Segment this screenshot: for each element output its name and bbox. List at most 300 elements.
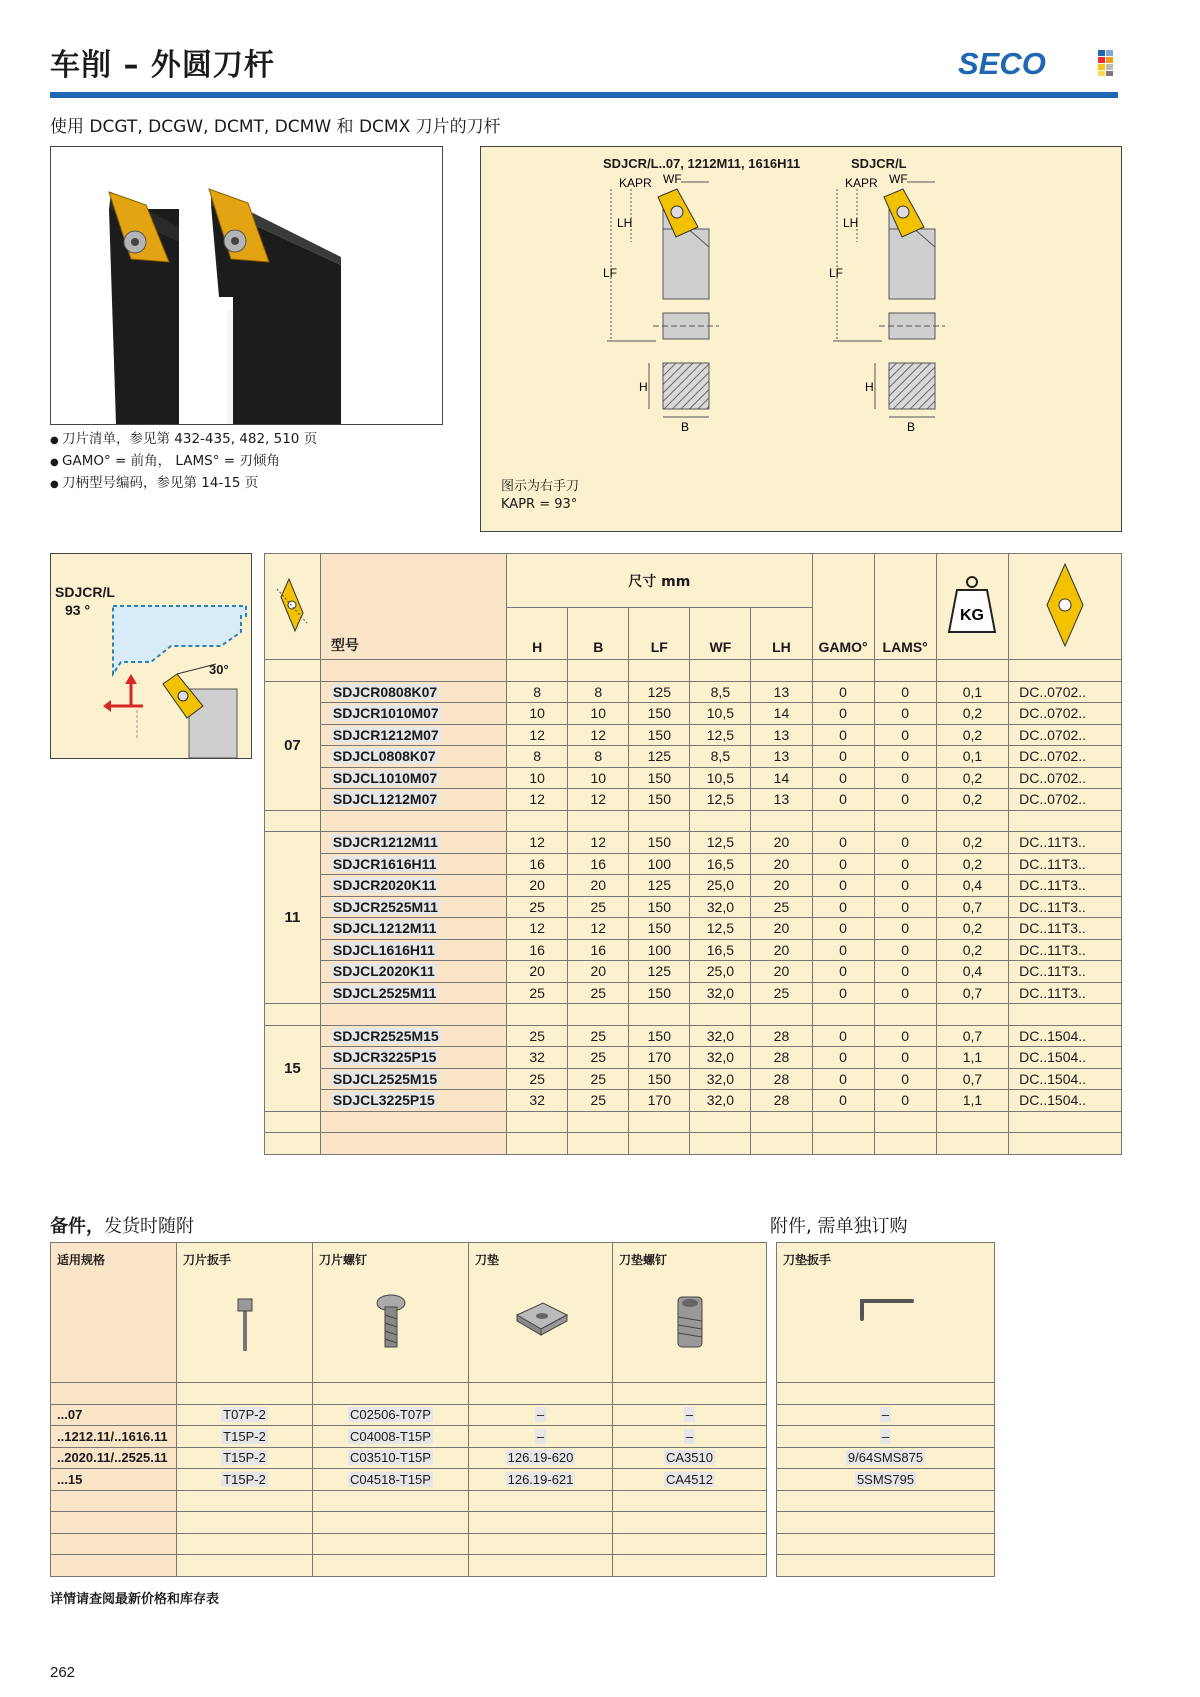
accessory-row: [51, 1404, 767, 1426]
cell-kg: 0,1: [936, 681, 1008, 703]
table-row: [265, 746, 1122, 768]
insert-icon: [1043, 560, 1087, 650]
cell-kg: 0,2: [936, 724, 1008, 746]
product-table: [264, 553, 1122, 1155]
cell-lf: 150: [629, 1025, 690, 1047]
spacer-cell: [690, 810, 751, 832]
insert-code-cell: DC..1504..: [1009, 1047, 1122, 1069]
shim-icon: [509, 1293, 573, 1343]
spacer-cell: [313, 1512, 469, 1534]
accessory-row: [51, 1447, 767, 1469]
dim-b-label: B: [681, 420, 690, 434]
cell-wf: 8,5: [690, 746, 751, 768]
spacer-cell: [320, 1111, 506, 1133]
cell-shim-screw: –: [613, 1426, 767, 1448]
table-row: [265, 1090, 1122, 1112]
model-cell: SDJCR0808K07: [320, 681, 506, 703]
fit-cell: ..1212.11/..1616.11: [51, 1426, 177, 1448]
schematic-note: 图示为右手刀: [501, 479, 580, 494]
cell-kg: 0,2: [936, 832, 1008, 854]
cell-lf: 170: [629, 1047, 690, 1069]
cell-h: 25: [507, 1068, 568, 1090]
cell-lh: 14: [751, 703, 812, 725]
brand-logo: [958, 44, 1118, 84]
cell-wf: 25,0: [690, 961, 751, 983]
hex-key-icon: [856, 1293, 916, 1323]
column-header-lh: LH: [751, 608, 812, 660]
cell-lams: 0: [874, 1068, 936, 1090]
cell-b: 10: [568, 703, 629, 725]
column-header-lams: LAMS°: [874, 554, 936, 660]
notes-list: [50, 429, 317, 495]
spacer-cell: [751, 810, 812, 832]
cell-b: 12: [568, 789, 629, 811]
dim-lf-label: LF: [829, 266, 844, 280]
cell-lf: 150: [629, 918, 690, 940]
table-row: [265, 918, 1122, 940]
column-header-h: H: [507, 608, 568, 660]
cell-shim: 126.19-621: [469, 1469, 613, 1491]
spacer-cell: [751, 1133, 812, 1155]
insert-code-cell: DC..11T3..: [1009, 982, 1122, 1004]
spacer-row: [51, 1533, 767, 1555]
cell-lams: 0: [874, 961, 936, 983]
dim-wf-label: WF: [889, 172, 908, 186]
spacer-cell: [469, 1533, 613, 1555]
insert-header: [1009, 554, 1122, 660]
cell-h: 25: [507, 982, 568, 1004]
cell-h: 12: [507, 832, 568, 854]
spacer-cell: [265, 1111, 321, 1133]
model-cell: SDJCL3225P15: [320, 1090, 506, 1112]
cell-wf: 25,0: [690, 875, 751, 897]
cell-wf: 16,5: [690, 939, 751, 961]
schematic-label-right: SDJCR/L: [851, 156, 907, 171]
cell-kg: 0,2: [936, 789, 1008, 811]
cell-b: 8: [568, 746, 629, 768]
dim-kapr-label: KAPR: [845, 176, 878, 190]
cell-lf: 150: [629, 896, 690, 918]
cell-b: 8: [568, 681, 629, 703]
cell-shim-screw: CA4512: [613, 1469, 767, 1491]
spacer-cell: [51, 1490, 177, 1512]
cell-gamo: 0: [812, 939, 874, 961]
shim-screw-icon: [670, 1293, 710, 1353]
spacer-cell: [51, 1533, 177, 1555]
spacer-row: [777, 1555, 995, 1577]
spacer-row: [777, 1533, 995, 1555]
table-row: [265, 961, 1122, 983]
cell-lh: 28: [751, 1025, 812, 1047]
cell-wrench: T07P-2: [177, 1404, 313, 1426]
cell-gamo: 0: [812, 767, 874, 789]
cell-shim-screw: CA3510: [613, 1447, 767, 1469]
insert-shape-icon: [275, 577, 309, 633]
spacer-cell: [690, 1133, 751, 1155]
cell-lh: 13: [751, 789, 812, 811]
model-cell: SDJCL2020K11: [320, 961, 506, 983]
cell-wf: 12,5: [690, 789, 751, 811]
accessory-row: [777, 1404, 995, 1426]
dimension-header: 尺寸 mm: [507, 554, 812, 608]
dim-kapr-label: KAPR: [619, 176, 652, 190]
spacer-cell: [812, 810, 874, 832]
table-row: [265, 896, 1122, 918]
column-header-wf: WF: [690, 608, 751, 660]
cell-lh: 28: [751, 1068, 812, 1090]
cell-gamo: 0: [812, 1047, 874, 1069]
cell-lams: 0: [874, 703, 936, 725]
spacer-cell: [1009, 660, 1122, 682]
cell-screw: C03510-T15P: [313, 1447, 469, 1469]
cell-b: 20: [568, 961, 629, 983]
spacer-cell: [777, 1512, 995, 1534]
cell-h: 20: [507, 875, 568, 897]
cell-wrench: T15P-2: [177, 1426, 313, 1448]
cell-kg: 0,7: [936, 1068, 1008, 1090]
spacer-row: [777, 1383, 995, 1405]
cell-b: 25: [568, 1047, 629, 1069]
cell-h: 16: [507, 853, 568, 875]
spacer-cell: [874, 1133, 936, 1155]
cell-shim: –: [469, 1426, 613, 1448]
note-item: ● 刀柄型号编码，参见第 14-15 页: [50, 475, 259, 491]
spacer-cell: [568, 1004, 629, 1026]
cell-lf: 150: [629, 767, 690, 789]
insert-code-cell: DC..0702..: [1009, 724, 1122, 746]
insert-code-cell: DC..0702..: [1009, 767, 1122, 789]
model-cell: SDJCL1212M11: [320, 918, 506, 940]
cell-gamo: 0: [812, 1090, 874, 1112]
spacer-cell: [265, 1133, 321, 1155]
spacer-row: [51, 1490, 767, 1512]
cell-lf: 150: [629, 703, 690, 725]
model-cell: SDJCL2525M11: [320, 982, 506, 1004]
spacer-cell: [1009, 1004, 1122, 1026]
cell-h: 25: [507, 1025, 568, 1047]
table-row: [265, 1068, 1122, 1090]
cell-lh: 20: [751, 832, 812, 854]
title-rule: [50, 92, 1118, 98]
spacer-cell: [469, 1555, 613, 1577]
weight-icon: [947, 570, 997, 640]
cell-b: 25: [568, 896, 629, 918]
cell-lf: 100: [629, 853, 690, 875]
col-fit: 适用规格: [51, 1243, 177, 1383]
spacer-cell: [629, 1111, 690, 1133]
table-row: [265, 1047, 1122, 1069]
cell-h: 16: [507, 939, 568, 961]
spacer-cell: [629, 810, 690, 832]
spacer-cell: [320, 660, 506, 682]
model-cell: SDJCL1010M07: [320, 767, 506, 789]
insert-code-cell: DC..11T3..: [1009, 896, 1122, 918]
cell-b: 16: [568, 853, 629, 875]
spacer-cell: [1009, 810, 1122, 832]
insert-code-cell: DC..0702..: [1009, 789, 1122, 811]
spacer-cell: [751, 1004, 812, 1026]
cell-gamo: 0: [812, 789, 874, 811]
spacer-cell: [320, 810, 506, 832]
spacer-cell: [936, 810, 1008, 832]
spacer-cell: [568, 1111, 629, 1133]
cell-lf: 150: [629, 724, 690, 746]
cell-h: 25: [507, 896, 568, 918]
cutting-geometry-diagram: [50, 553, 252, 759]
insert-code-cell: DC..11T3..: [1009, 961, 1122, 983]
dim-lh-label: LH: [843, 216, 859, 230]
cell-gamo: 0: [812, 724, 874, 746]
spacer-cell: [613, 1490, 767, 1512]
cell-b: 20: [568, 875, 629, 897]
spacer-cell: [568, 660, 629, 682]
model-header: 型号: [320, 554, 506, 660]
model-cell: SDJCR1212M11: [320, 832, 506, 854]
cell-screw: C04518-T15P: [313, 1469, 469, 1491]
insert-size-cell: 07: [265, 681, 321, 810]
cell-gamo: 0: [812, 918, 874, 940]
dim-lf-label: LF: [603, 266, 618, 280]
model-cell: SDJCR1616H11: [320, 853, 506, 875]
spacer-cell: [177, 1512, 313, 1534]
cell-b: 25: [568, 1090, 629, 1112]
model-cell: SDJCR3225P15: [320, 1047, 506, 1069]
cell-wrench: T15P-2: [177, 1447, 313, 1469]
cell-shim-screw: –: [613, 1404, 767, 1426]
cell-h: 12: [507, 918, 568, 940]
cell-wf: 8,5: [690, 681, 751, 703]
cell-lams: 0: [874, 789, 936, 811]
cell-wf: 10,5: [690, 703, 751, 725]
spacer-row: [265, 810, 1122, 832]
spacer-cell: [751, 1111, 812, 1133]
cell-lf: 125: [629, 961, 690, 983]
dim-h-label: H: [865, 380, 874, 394]
cell-b: 25: [568, 982, 629, 1004]
spacer-cell: [936, 1111, 1008, 1133]
col-shim-wrench: 刀垫扳手: [777, 1243, 995, 1383]
cell-wf: 10,5: [690, 767, 751, 789]
cell-b: 12: [568, 918, 629, 940]
cell-kg: 0,2: [936, 853, 1008, 875]
cell-kg: 0,2: [936, 703, 1008, 725]
spacer-cell: [265, 660, 321, 682]
dim-lh-label: LH: [617, 216, 633, 230]
table-row: [265, 939, 1122, 961]
cell-b: 16: [568, 939, 629, 961]
cell-lh: 20: [751, 875, 812, 897]
cell-lams: 0: [874, 875, 936, 897]
cell-gamo: 0: [812, 961, 874, 983]
spacer-cell: [751, 660, 812, 682]
spacer-cell: [177, 1383, 313, 1405]
cell-kg: 0,4: [936, 961, 1008, 983]
model-cell: SDJCL2525M15: [320, 1068, 506, 1090]
cell-lf: 125: [629, 875, 690, 897]
spacer-row: [777, 1512, 995, 1534]
schematic-label-left: SDJCR/L..07, 1212M11, 1616H11: [603, 156, 801, 171]
cell-h: 12: [507, 724, 568, 746]
cell-kg: 0,2: [936, 939, 1008, 961]
cell-lams: 0: [874, 1090, 936, 1112]
spacer-cell: [874, 1111, 936, 1133]
cell-lf: 150: [629, 1068, 690, 1090]
insert-code-cell: DC..11T3..: [1009, 918, 1122, 940]
table-row: [265, 789, 1122, 811]
cell-lh: 28: [751, 1090, 812, 1112]
accessory-row: [51, 1469, 767, 1491]
insert-code-cell: DC..11T3..: [1009, 853, 1122, 875]
table-row: [265, 1025, 1122, 1047]
spacer-cell: [507, 660, 568, 682]
spacer-cell: [177, 1555, 313, 1577]
col-insert-wrench: 刀片扳手: [177, 1243, 313, 1383]
model-cell: SDJCR2020K11: [320, 875, 506, 897]
cell-wf: 32,0: [690, 1025, 751, 1047]
spacer-cell: [469, 1490, 613, 1512]
spacer-cell: [936, 1004, 1008, 1026]
spacer-cell: [1009, 1111, 1122, 1133]
cell-lf: 150: [629, 832, 690, 854]
spacer-cell: [812, 1133, 874, 1155]
spacer-cell: [777, 1533, 995, 1555]
insert-code-cell: DC..11T3..: [1009, 939, 1122, 961]
cell-lh: 13: [751, 681, 812, 703]
column-header-b: B: [568, 608, 629, 660]
dim-wf-label: WF: [663, 172, 682, 186]
cell-kg: 1,1: [936, 1047, 1008, 1069]
cell-lams: 0: [874, 1025, 936, 1047]
cell-wf: 32,0: [690, 982, 751, 1004]
spacer-row: [51, 1512, 767, 1534]
spacer-cell: [812, 1111, 874, 1133]
cell-lh: 14: [751, 767, 812, 789]
cell-h: 20: [507, 961, 568, 983]
brand-name: SECO: [958, 46, 1046, 81]
spacer-cell: [313, 1490, 469, 1512]
cell-h: 32: [507, 1047, 568, 1069]
accessory-row: [777, 1469, 995, 1491]
cell-gamo: 0: [812, 1068, 874, 1090]
table-row: [265, 724, 1122, 746]
cell-kg: 0,2: [936, 767, 1008, 789]
spacer-cell: [51, 1512, 177, 1534]
accessories-table: [776, 1242, 995, 1577]
dimension-schematic: [480, 146, 1122, 532]
note-item: ● 刀片清单，参见第 432-435, 482, 510 页: [50, 431, 318, 447]
table-row: [265, 982, 1122, 1004]
cell-wf: 12,5: [690, 832, 751, 854]
cell-lams: 0: [874, 724, 936, 746]
cell-h: 12: [507, 789, 568, 811]
insert-code-cell: DC..1504..: [1009, 1090, 1122, 1112]
note-item: ● GAMO° = 前角， LAMS° = 刃倾角: [50, 453, 280, 469]
cell-shim: 126.19-620: [469, 1447, 613, 1469]
accessory-row: [51, 1426, 767, 1448]
cell-screw: C02506-T07P: [313, 1404, 469, 1426]
spacer-cell: [629, 1004, 690, 1026]
schematic-kapr-note: KAPR = 93°: [501, 497, 578, 512]
insert-screw-icon: [371, 1293, 411, 1353]
cell-lf: 125: [629, 746, 690, 768]
col-shim-screw: 刀垫螺钉: [613, 1243, 767, 1383]
product-photo: [50, 146, 443, 425]
spacer-row: [265, 1111, 1122, 1133]
spacer-cell: [777, 1383, 995, 1405]
cell-wf: 32,0: [690, 1090, 751, 1112]
spacer-cell: [507, 810, 568, 832]
cell-wf: 32,0: [690, 896, 751, 918]
insert-code-cell: DC..11T3..: [1009, 875, 1122, 897]
spacer-row: [777, 1490, 995, 1512]
spacer-cell: [936, 1133, 1008, 1155]
spacer-cell: [313, 1383, 469, 1405]
cell-kg: 0,4: [936, 875, 1008, 897]
table-row: [265, 832, 1122, 854]
table-row: [265, 853, 1122, 875]
cell-lams: 0: [874, 832, 936, 854]
cell-h: 8: [507, 746, 568, 768]
cell-shim-wrench: –: [777, 1404, 995, 1426]
cell-b: 12: [568, 724, 629, 746]
cell-lh: 25: [751, 896, 812, 918]
cell-lh: 20: [751, 918, 812, 940]
spacer-cell: [690, 1111, 751, 1133]
cell-lams: 0: [874, 853, 936, 875]
cell-lams: 0: [874, 939, 936, 961]
cell-shim-wrench: –: [777, 1426, 995, 1448]
geometry-label: SDJCR/L: [55, 584, 115, 600]
cell-kg: 0,7: [936, 1025, 1008, 1047]
insert-code-cell: DC..1504..: [1009, 1068, 1122, 1090]
insert-size-cell: 15: [265, 1025, 321, 1111]
fit-cell: ..2020.11/..2525.11: [51, 1447, 177, 1469]
accessory-row: [777, 1447, 995, 1469]
spare-parts-table: [50, 1242, 767, 1577]
cell-lams: 0: [874, 896, 936, 918]
insert-code-cell: DC..1504..: [1009, 1025, 1122, 1047]
cell-h: 8: [507, 681, 568, 703]
cell-b: 25: [568, 1025, 629, 1047]
cell-wf: 12,5: [690, 918, 751, 940]
spacer-row: [265, 1133, 1122, 1155]
spacer-cell: [874, 660, 936, 682]
dim-b-label: B: [907, 420, 916, 434]
page-number: 262: [50, 1664, 76, 1681]
cell-lf: 125: [629, 681, 690, 703]
spacer-row: [51, 1555, 767, 1577]
spacer-cell: [469, 1383, 613, 1405]
spacer-cell: [812, 1004, 874, 1026]
spacer-cell: [1009, 1133, 1122, 1155]
spacer-cell: [469, 1512, 613, 1534]
weight-header: [936, 554, 1008, 660]
accessory-row: [777, 1426, 995, 1448]
spacer-cell: [629, 660, 690, 682]
cell-gamo: 0: [812, 982, 874, 1004]
spacer-cell: [936, 660, 1008, 682]
cell-lf: 100: [629, 939, 690, 961]
spacer-cell: [874, 810, 936, 832]
cell-wrench: T15P-2: [177, 1469, 313, 1491]
cell-shim: –: [469, 1404, 613, 1426]
page-subtitle: 使用 DCGT, DCGW, DCMT, DCMW 和 DCMX 刀片的刀杆: [50, 117, 501, 137]
cell-kg: 0,2: [936, 918, 1008, 940]
table-row: [265, 767, 1122, 789]
cell-lh: 13: [751, 746, 812, 768]
spacer-cell: [777, 1490, 995, 1512]
cell-lams: 0: [874, 1047, 936, 1069]
